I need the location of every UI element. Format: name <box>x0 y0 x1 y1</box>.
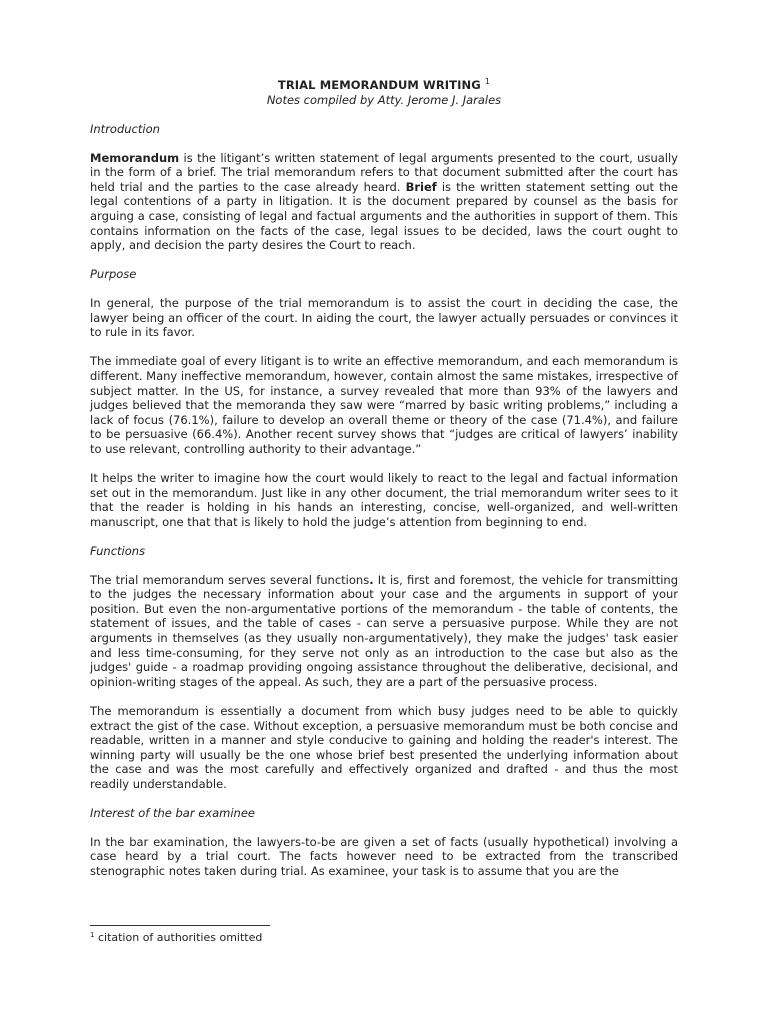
introduction-text-2: is the written statement setting out the legal contentions of a party in litigation. It is the document prepared by counsel as the basis for arguing a case, consisting of legal and factual arguments and the authorities in support of them. This contains information on the facts of the case, legal issues to be decided, laws the court ought to apply, and decision the party desires the Court to reach. <box>90 179 679 253</box>
footnote-divider <box>90 925 270 926</box>
footnote-text: citation of authorities omitted <box>94 931 263 944</box>
introduction-text-1: is the litigant’s written statement of legal arguments presented to the court, usually in the form of a brief. The trial memorandum refers to that document submitted after the court has held trial and the parties to the case already heard. <box>90 150 678 194</box>
term-brief: Brief <box>405 179 437 194</box>
section-heading-introduction: Introduction <box>90 122 160 136</box>
bar-examinee-paragraph: In the bar examination, the lawyers-to-be are given a set of facts (usually hypothetical) involving a case heard by a trial court. The facts however need to be extracted from the transcribed stenographic notes taken during trial. As examinee, your task is to assume that you are the <box>90 834 678 878</box>
section-heading-bar-examinee: Interest of the bar examinee <box>90 806 255 821</box>
title-footnote-mark: 1 <box>484 77 491 86</box>
page-subtitle: Notes compiled by Atty. Jerome J. Jarales <box>266 92 502 107</box>
functions-text-1b: It is, first and foremost, the vehicle for transmitting to the judges the necessary information about your case and the arguments in support of your position. But even the non-argumentative portions of the memorandum - the table of contents, the statement of issues, and the table of cases - can serve a persuasive purpose. While they are not arguments in themselves (as they usually non-argumentatively), they make the judges' task easier and less time-consuming, for they serve not only as an introduction to the case but also as the judges' guide - a roadmap providing ongoing assistance throughout the deliberative, decisional, and opinion-writing stages of the appeal. As such, they are a part of the persuasive process. <box>90 572 679 689</box>
page-title-text: TRIAL MEMORANDUM WRITING <box>277 78 481 92</box>
title-block <box>90 78 678 107</box>
section-heading-functions: Functions <box>90 544 146 559</box>
term-memorandum: Memorandum <box>90 150 180 165</box>
page-title <box>90 78 678 93</box>
footnote <box>90 931 262 946</box>
purpose-paragraph-1: In general, the purpose of the trial memorandum is to assist the court in deciding the case, the lawyer being an officer of the court. In aiding the court, the lawyer actually persuades or convinces it to rule in its favor. <box>90 295 678 340</box>
functions-paragraph-2: The memorandum is essentially a document from which busy judges need to be able to quickly extract the gist of the case. Without exception, a persuasive memorandum must be both concise and readable, written in a manner and style conducive to gaining and holding the reader's interest. The winning party will usually be the one whose brief best presented the underlying information about the case and was the most carefully and effectively organized and drafted - and thus the most readily understandable. <box>90 703 678 791</box>
footnote-mark: 1 <box>90 931 95 939</box>
purpose-paragraph-3: It helps the writer to imagine how the court would likely to react to the legal and factual information set out in the memorandum. Just like in any other document, the trial memorandum writer sees to it that the reader is holding in his hands an interesting, concise, well-organized, and well-written manuscript, one that that is likely to hold the judge’s attention from beginning to end. <box>90 471 678 529</box>
introduction-paragraph <box>90 151 678 253</box>
functions-bold-period: . <box>369 572 374 587</box>
functions-paragraph-1 <box>90 573 678 690</box>
document-body <box>90 122 678 893</box>
section-heading-purpose: Purpose <box>90 267 137 282</box>
purpose-paragraph-2: The immediate goal of every litigant is to write an effective memorandum, and each memorandum is different. Many ineffective memorandum, however, contain almost the same mistakes, irrespective of subject matter. In the US, for instance, a survey revealed that more than 93% of the lawyers and judges believed that the memoranda they saw were “marred by basic writing problems,” including a lack of focus (76.1%), failure to develop an overall theme or theory of the case (71.4%), and failure to be persuasive (66.4%). Another recent survey shows that “judges are critical of lawyers’ inability to use relevant, controlling authority to their advantage.” <box>90 354 678 456</box>
functions-text-1a: The trial memorandum serves several functions <box>90 572 370 587</box>
